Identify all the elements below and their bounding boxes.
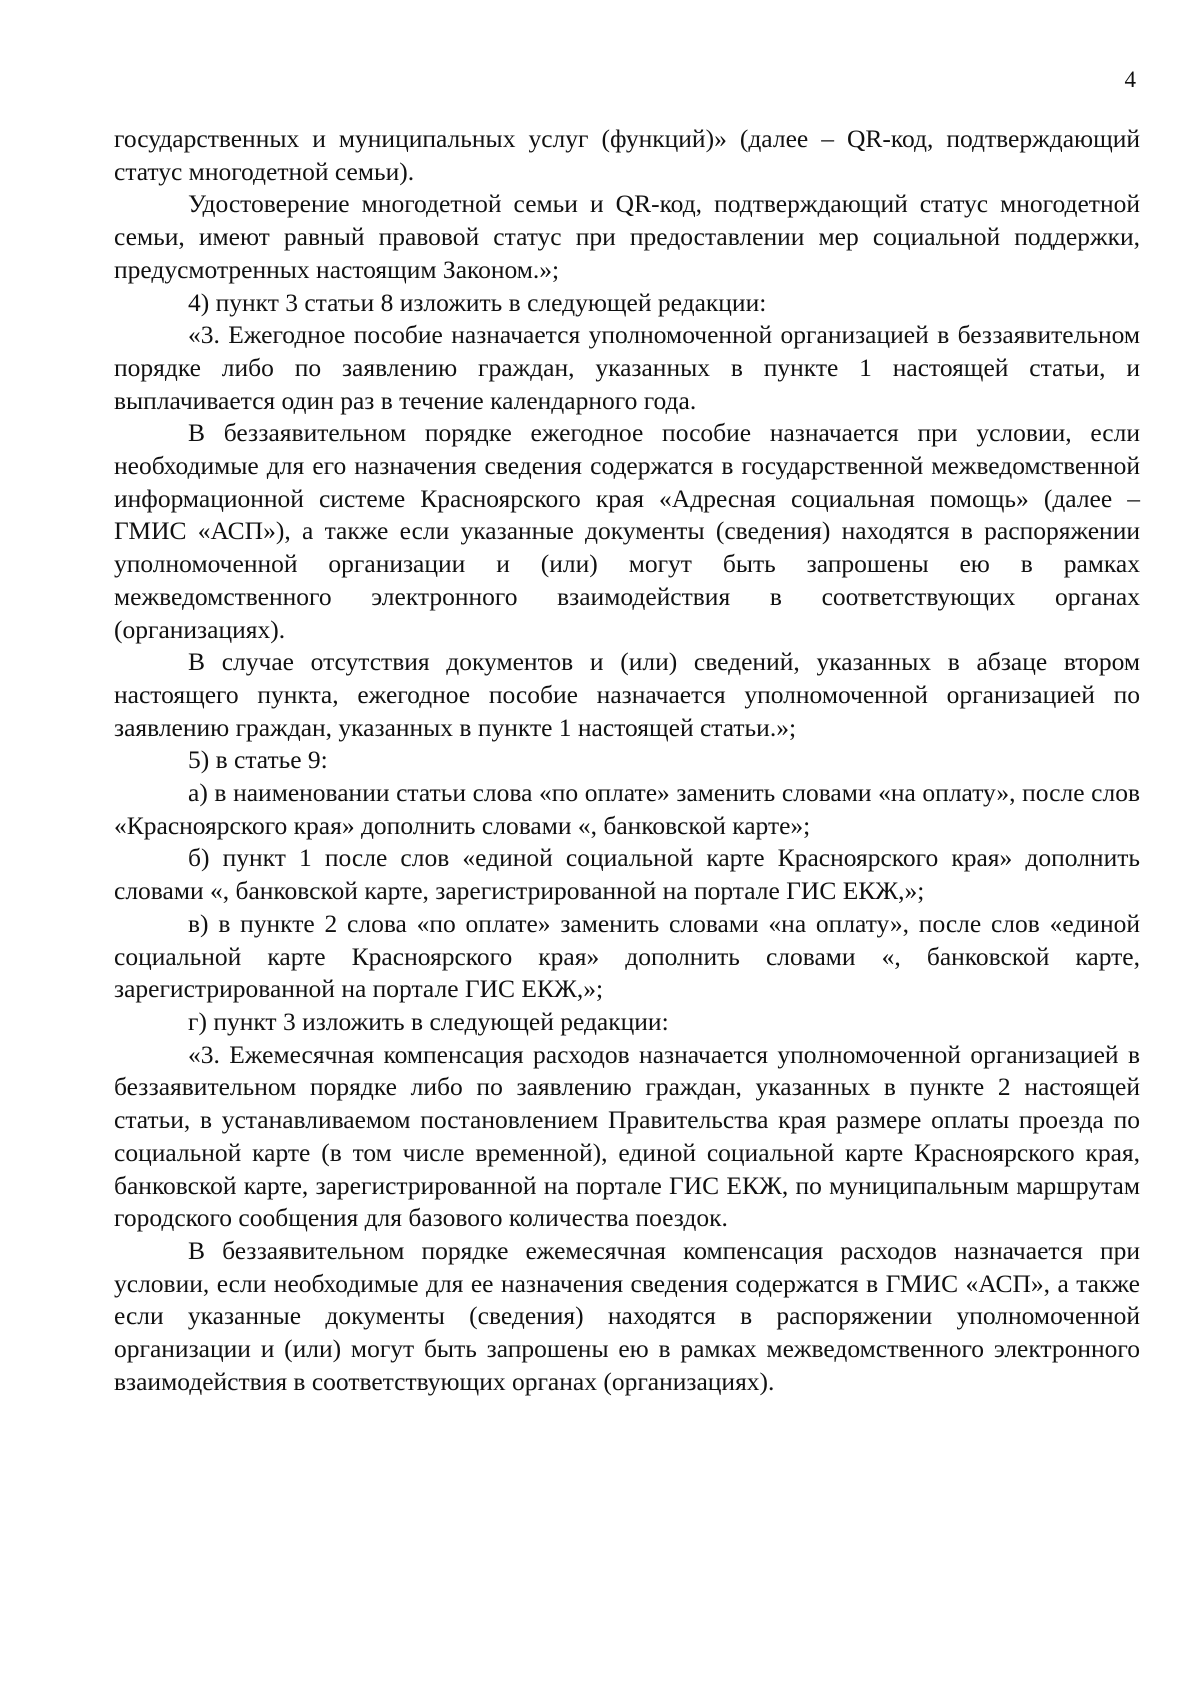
paragraph-13: В беззаявительном порядке ежемесячная компенсация расходов назначается при условии, если необходимые для ее назначения сведения содержатся в ГМИС «АСП», а также если указанные документы (сведения) находятся в распоряжении уполномоченной организации и (или) могут быть запрошены ею в рамках межведомственного электронного взаимодействия в соответствующих органах (организациях). xyxy=(114,1235,1140,1396)
paragraph-1: государственных и муниципальных услуг (функций)» (далее – QR-код, подтверждающий статус многодетной семьи). xyxy=(114,124,1140,186)
paragraph-10: в) в пункте 2 слова «по оплате» заменить словами «на оплату», после слов «единой социальной карте Красноярского края» дополнить словами «, банковской карте, зарегистрированной на портале ГИС ЕКЖ,»; xyxy=(114,908,1140,1004)
paragraph-12: «3. Ежемесячная компенсация расходов назначается уполномоченной организацией в беззаявительном порядке либо по заявлению граждан, указанных в пункте 2 настоящей статьи, в устанавливаемом постановлением Правительства края размере оплаты проезда по социальной карте (в том числе временной), единой социальной карте Красноярского края, банковской карте, зарегистрированной на портале ГИС ЕКЖ, по муниципальным маршрутам городского сообщения для базового количества поездок. xyxy=(114,1039,1140,1233)
document-body xyxy=(114,123,1140,1398)
paragraph-8: а) в наименовании статьи слова «по оплате» заменить словами «на оплату», после слов «Красноярского края» дополнить словами «, банковской карте»; xyxy=(114,778,1140,840)
paragraph-7: 5) в статье 9: xyxy=(188,745,328,775)
paragraph-6: В случае отсутствия документов и (или) сведений, указанных в абзаце втором настоящего пункта, ежегодное пособие назначается уполномоченной организацией по заявлению граждан, указанных в пункте 1 настоящей статьи.»; xyxy=(114,647,1140,742)
page-number: 4 xyxy=(1124,67,1136,92)
paragraph-11: г) пункт 3 изложить в следующей редакции: xyxy=(188,1006,669,1036)
paragraph-4: «3. Ежегодное пособие назначается уполномоченной организацией в беззаявительном порядке либо по заявлению граждан, указанных в пункте 1 настоящей статьи, и выплачивается один раз в течение календарного года. xyxy=(114,320,1140,415)
paragraph-5: В беззаявительном порядке ежегодное пособие назначается при условии, если необходимые для его назначения сведения содержатся в государственной межведомственной информационной системе Красноярского края «Адресная социальная помощь» (далее – ГМИС «АСП»), а также если указанные документы (сведения) находятся в распоряжении уполномоченной организации и (или) могут быть запрошены ею в рамках межведомственного электронного взаимодействия в соответствующих органах (организациях). xyxy=(114,418,1140,644)
paragraph-3: 4) пункт 3 статьи 8 изложить в следующей редакции: xyxy=(188,287,767,317)
paragraph-9: б) пункт 1 после слов «единой социальной карте Красноярского края» дополнить словами «, банковской карте, зарегистрированной на портале ГИС ЕКЖ,»; xyxy=(114,843,1140,906)
paragraph-2: Удостоверение многодетной семьи и QR-код, подтверждающий статус многодетной семьи, имеют равный правовой статус при предоставлении мер социальной поддержки, предусмотренных настоящим Законом.»; xyxy=(114,189,1140,284)
